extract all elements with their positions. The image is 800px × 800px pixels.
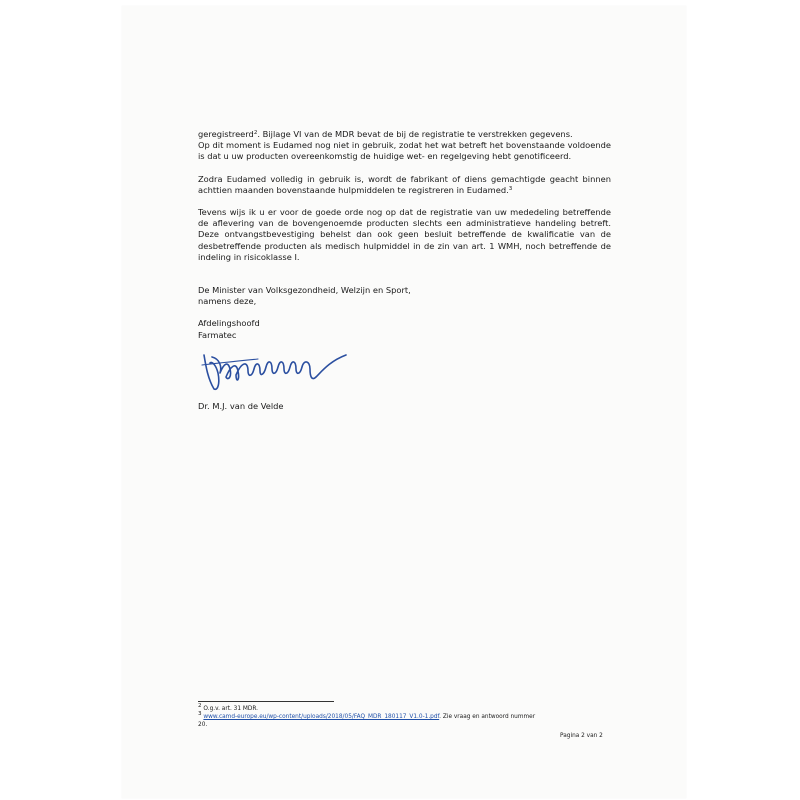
paragraph-eudamed-registration	[198, 174, 611, 196]
handwritten-signature	[198, 347, 358, 397]
footnote-link[interactable]: www.camd-europe.eu/wp-content/uploads/2018/05/FAQ_MDR_180117_V1.0-1.pdf	[203, 714, 440, 721]
page-number: Pagina 2 van 2	[560, 733, 603, 739]
footnote-ref: 3	[508, 185, 513, 192]
footnote-ref: 2	[253, 130, 258, 136]
closing-namens: namens deze,	[198, 296, 257, 307]
closing-minister: De Minister van Volksgezondheid, Welzijn en Sport,	[198, 285, 411, 296]
department-name: Farmatec	[198, 329, 237, 340]
signatory-name: Dr. M.J. van de Velde	[198, 400, 284, 411]
paragraph-eudamed-status: Op dit moment is Eudamed nog niet in gebruik, zodat het wat betreft het bovenstaande voldoende is dat u uw producten overeenkomstig de huidige wet- en regelgeving hebt genotificeerd.	[198, 140, 611, 162]
department-title: Afdelingshoofd	[198, 318, 260, 329]
footnote-text: . Zie vraag en antwoord nummer 20.	[198, 714, 536, 729]
letter-body	[198, 129, 611, 412]
paragraph-text: geregistreerd	[198, 129, 254, 139]
footnote-text: O.g.v. art. 31 MDR.	[203, 706, 259, 712]
footnote-separator	[198, 701, 334, 702]
paragraph-text: . Bijlage VI van de MDR bevat de bij de registratie te verstrekken gegevens.	[257, 129, 573, 139]
paragraph-disclaimer: Tevens wijs ik u er voor de goede orde nog op dat de registratie van uw mededeling betreffende de aflevering van de bovengenoemde producten slechts een administratieve handeling betreft. Deze ontvangstbevestiging behelst dan ook geen besluit betreffende de kwalificatie van de desbetreffende producten als medisch hulpmiddel in de zin van art. 1 WMH, noch betreffende de indeling in risicoklasse I.	[198, 207, 611, 262]
footnote-number: 3	[198, 711, 202, 718]
footnote-number: 2	[198, 703, 202, 709]
paragraph-registration	[198, 129, 611, 140]
footnotes	[198, 705, 538, 730]
paragraph-text: Zodra Eudamed volledig in gebruik is, wordt de fabrikant of diens gemachtigde geacht binnen achttien maanden bovenstaande hulpmiddelen te registreren in Eudamed.	[198, 173, 611, 195]
footnote-2	[198, 705, 538, 713]
footnote-3	[198, 713, 538, 729]
